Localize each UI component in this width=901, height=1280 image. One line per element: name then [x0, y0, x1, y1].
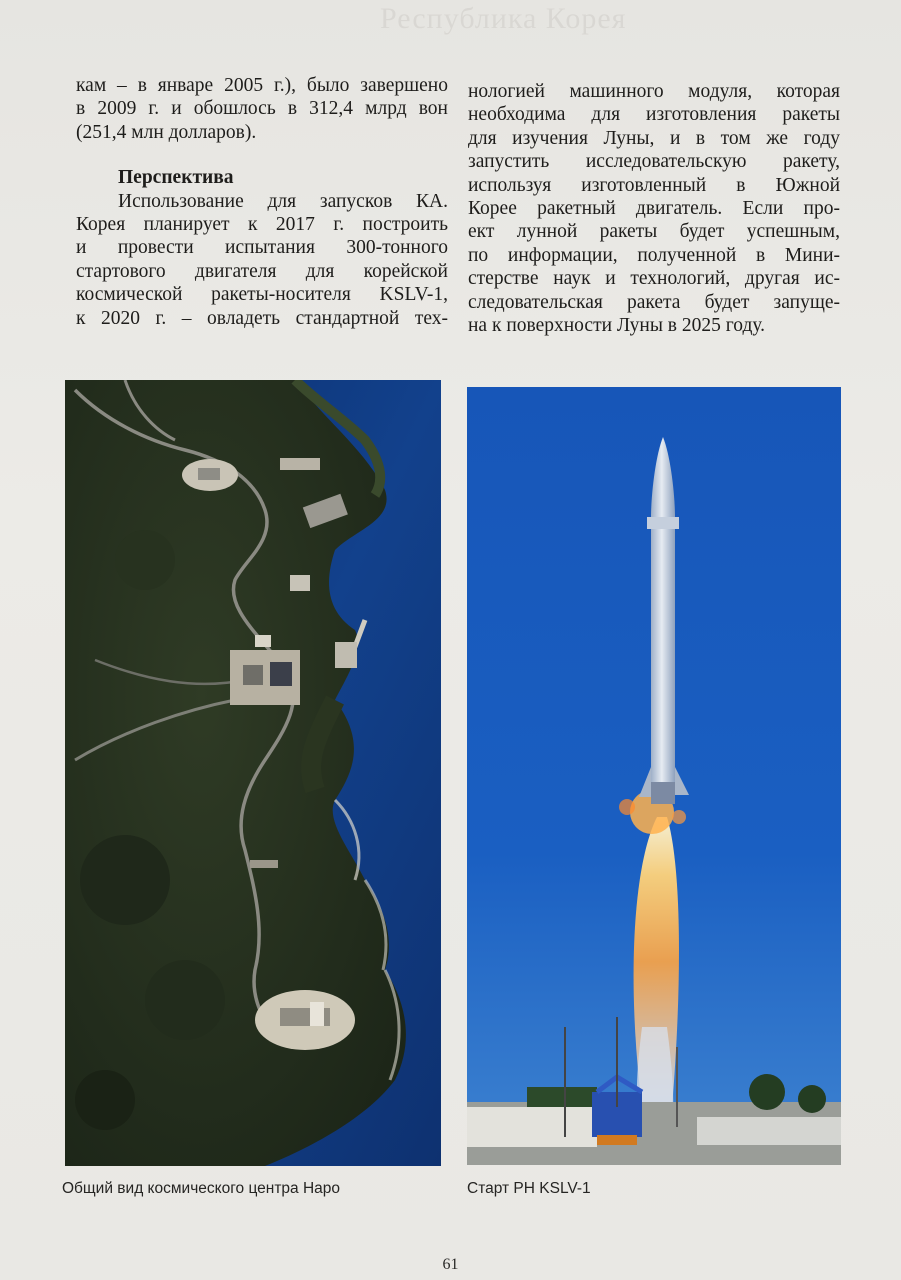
text-line: стерстве наук и технологий, другая ис-	[468, 268, 840, 290]
text-line: следовательская ракета будет запуще-	[468, 291, 840, 313]
text-line: запустить исследовательскую ракету,	[468, 151, 840, 173]
text-line: (251,4 млн долларов).	[76, 121, 257, 143]
text-line: в 2009 г. и обошлось в 312,4 млрд вон	[76, 98, 448, 120]
text-line: Корее ракетный двигатель. Если про-	[468, 198, 840, 220]
launch-illustration	[467, 387, 841, 1165]
kslv-1-launch-photo	[467, 387, 841, 1165]
left-text-column	[76, 74, 448, 330]
text-line: Использование для запусков КА.	[118, 190, 448, 212]
text-line: используя изготовленный в Южной	[468, 174, 840, 196]
text-line: стартового двигателя для корейской	[76, 260, 448, 282]
text-line: необходима для изготовления ракеты	[468, 104, 840, 126]
text-line: нологией машинного модуля, которая	[468, 81, 840, 102]
running-header: Республика Корея	[380, 2, 627, 35]
text-line: кам – в январе 2005 г.), было завершено	[76, 75, 448, 96]
text-line: для изучения Луны, и в том же году	[468, 127, 840, 149]
text-line: Корея планирует к 2017 г. построить	[76, 214, 448, 236]
page-number: 61	[442, 1256, 459, 1273]
naro-space-center-aerial-photo	[65, 380, 441, 1166]
text-line: по информации, полученной в Мини-	[468, 244, 840, 266]
text-line: космической ракеты-носителя KSLV-1,	[76, 284, 448, 306]
aerial-illustration	[65, 380, 441, 1166]
figure-caption-right: Старт РН KSLV-1	[467, 1180, 591, 1197]
section-heading: Перспектива	[118, 167, 234, 189]
text-line: и провести испытания 300-тонного	[76, 237, 448, 259]
right-text-column	[468, 80, 840, 337]
figure-caption-left: Общий вид космического центра Наро	[62, 1180, 341, 1197]
text-line: к 2020 г. – овладеть стандартной тех-	[76, 307, 448, 329]
text-line: на к поверхности Луны в 2025 году.	[468, 315, 766, 337]
text-line: ект лунной ракеты будет успешным,	[468, 221, 840, 243]
